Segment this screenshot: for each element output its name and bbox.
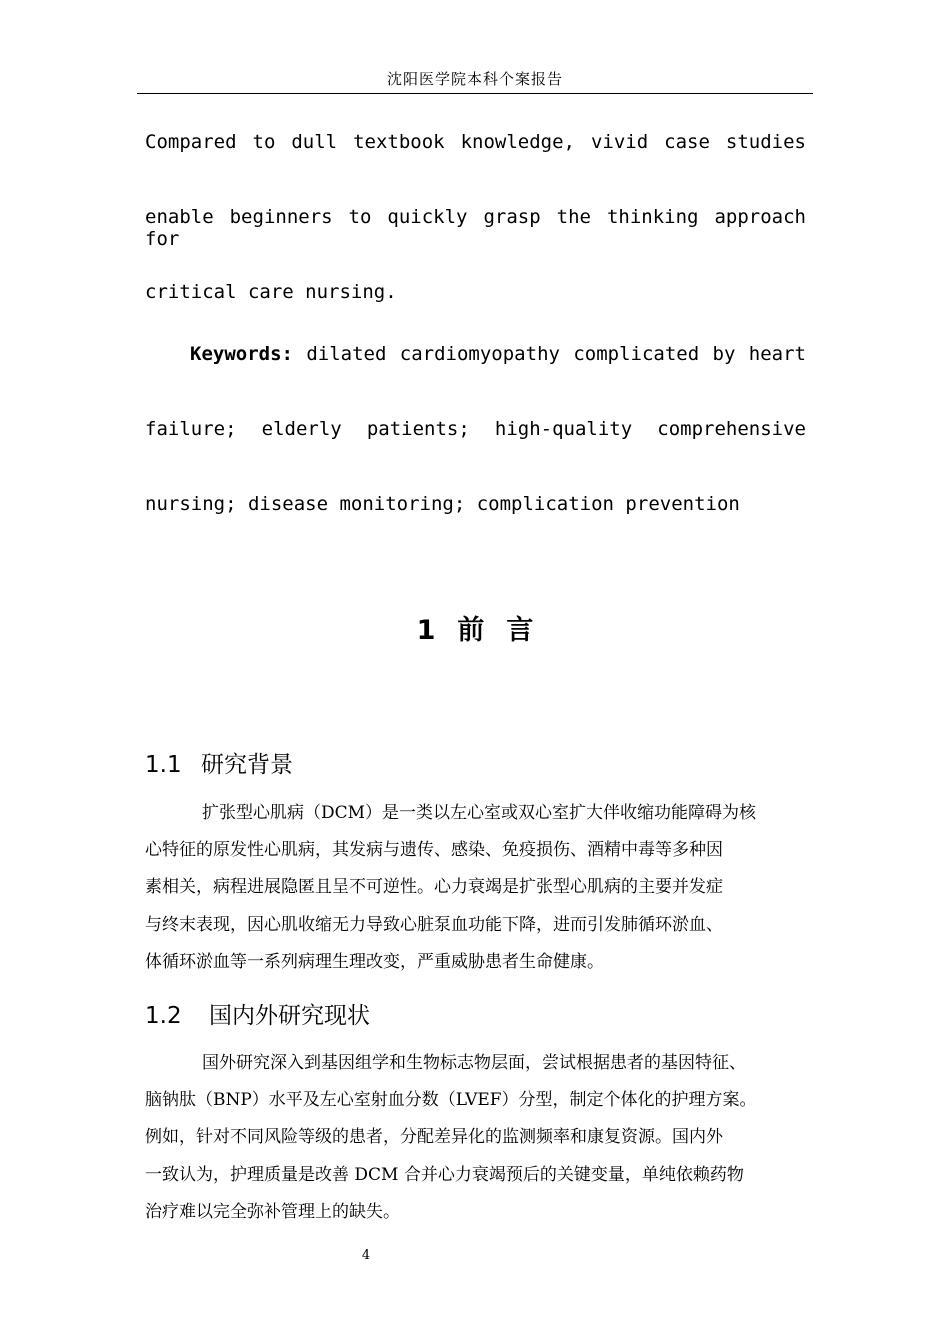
header-title: 沈阳医学院本科个案报告 bbox=[386, 70, 563, 88]
paragraph-line: 一致认为，护理质量是改善 DCM 合并心力衰竭预后的关键变量，单纯依赖药物 bbox=[145, 1164, 744, 1185]
section-title: 研究背景 bbox=[201, 752, 293, 778]
chapter-heading bbox=[0, 608, 950, 647]
paragraph-line: 素相关，病程进展隐匿且呈不可逆性。心力衰竭是扩张型心肌病的主要并发症 bbox=[145, 877, 723, 898]
keywords-text: dilated cardiomyopathy complicated by heart bbox=[306, 343, 806, 365]
section-paragraph bbox=[145, 795, 806, 981]
header-rule bbox=[137, 93, 813, 94]
paragraph-line: 与终末表现，因心肌收缩无力导致心脏泵血功能下降，进而引发肺循环淤血、 bbox=[145, 914, 723, 935]
abstract-line: Compared to dull textbook knowledge, vivid case studies bbox=[145, 131, 806, 153]
paragraph-line: 体循环淤血等一系列病理生理改变，严重威胁患者生命健康。 bbox=[145, 951, 604, 972]
paragraph-line: 扩张型心肌病（DCM）是一类以左心室或双心室扩大伴收缩功能障碍为核 bbox=[202, 803, 757, 823]
paragraph-line: 国外研究深入到基因组学和生物标志物层面，尝试根据患者的基因特征、 bbox=[202, 1053, 746, 1073]
section-heading bbox=[145, 746, 293, 779]
keywords-line bbox=[190, 343, 806, 365]
chapter-title-char: 前 bbox=[457, 615, 485, 646]
keywords-label: Keywords: bbox=[190, 343, 293, 365]
chapter-number: 1 bbox=[416, 615, 436, 646]
page-number: 4 bbox=[361, 1248, 371, 1263]
keywords-line: failure; elderly patients; high-quality comprehensive bbox=[145, 418, 806, 440]
paragraph-line: 心特征的原发性心肌病，其发病与遗传、感染、免疫损伤、酒精中毒等多种因 bbox=[145, 840, 723, 861]
section-title: 国内外研究现状 bbox=[209, 1003, 370, 1029]
keywords-line: nursing; disease monitoring; complication prevention bbox=[145, 493, 740, 515]
abstract-line: enable beginners to quickly grasp the thinking approach for bbox=[145, 206, 806, 250]
abstract-line: critical care nursing. bbox=[145, 281, 397, 303]
section-number: 1.2 bbox=[145, 1003, 182, 1029]
chapter-title-char: 言 bbox=[506, 615, 534, 646]
paragraph-line: 治疗难以完全弥补管理上的缺失。 bbox=[145, 1201, 400, 1222]
paragraph-line: 例如，针对不同风险等级的患者，分配差异化的监测频率和康复资源。国内外 bbox=[145, 1127, 723, 1148]
paragraph-line: 脑钠肽（BNP）水平及左心室射血分数（LVEF）分型，制定个体化的护理方案。 bbox=[145, 1090, 757, 1111]
section-heading bbox=[145, 997, 370, 1030]
section-number: 1.1 bbox=[145, 752, 182, 778]
section-paragraph bbox=[145, 1045, 806, 1231]
